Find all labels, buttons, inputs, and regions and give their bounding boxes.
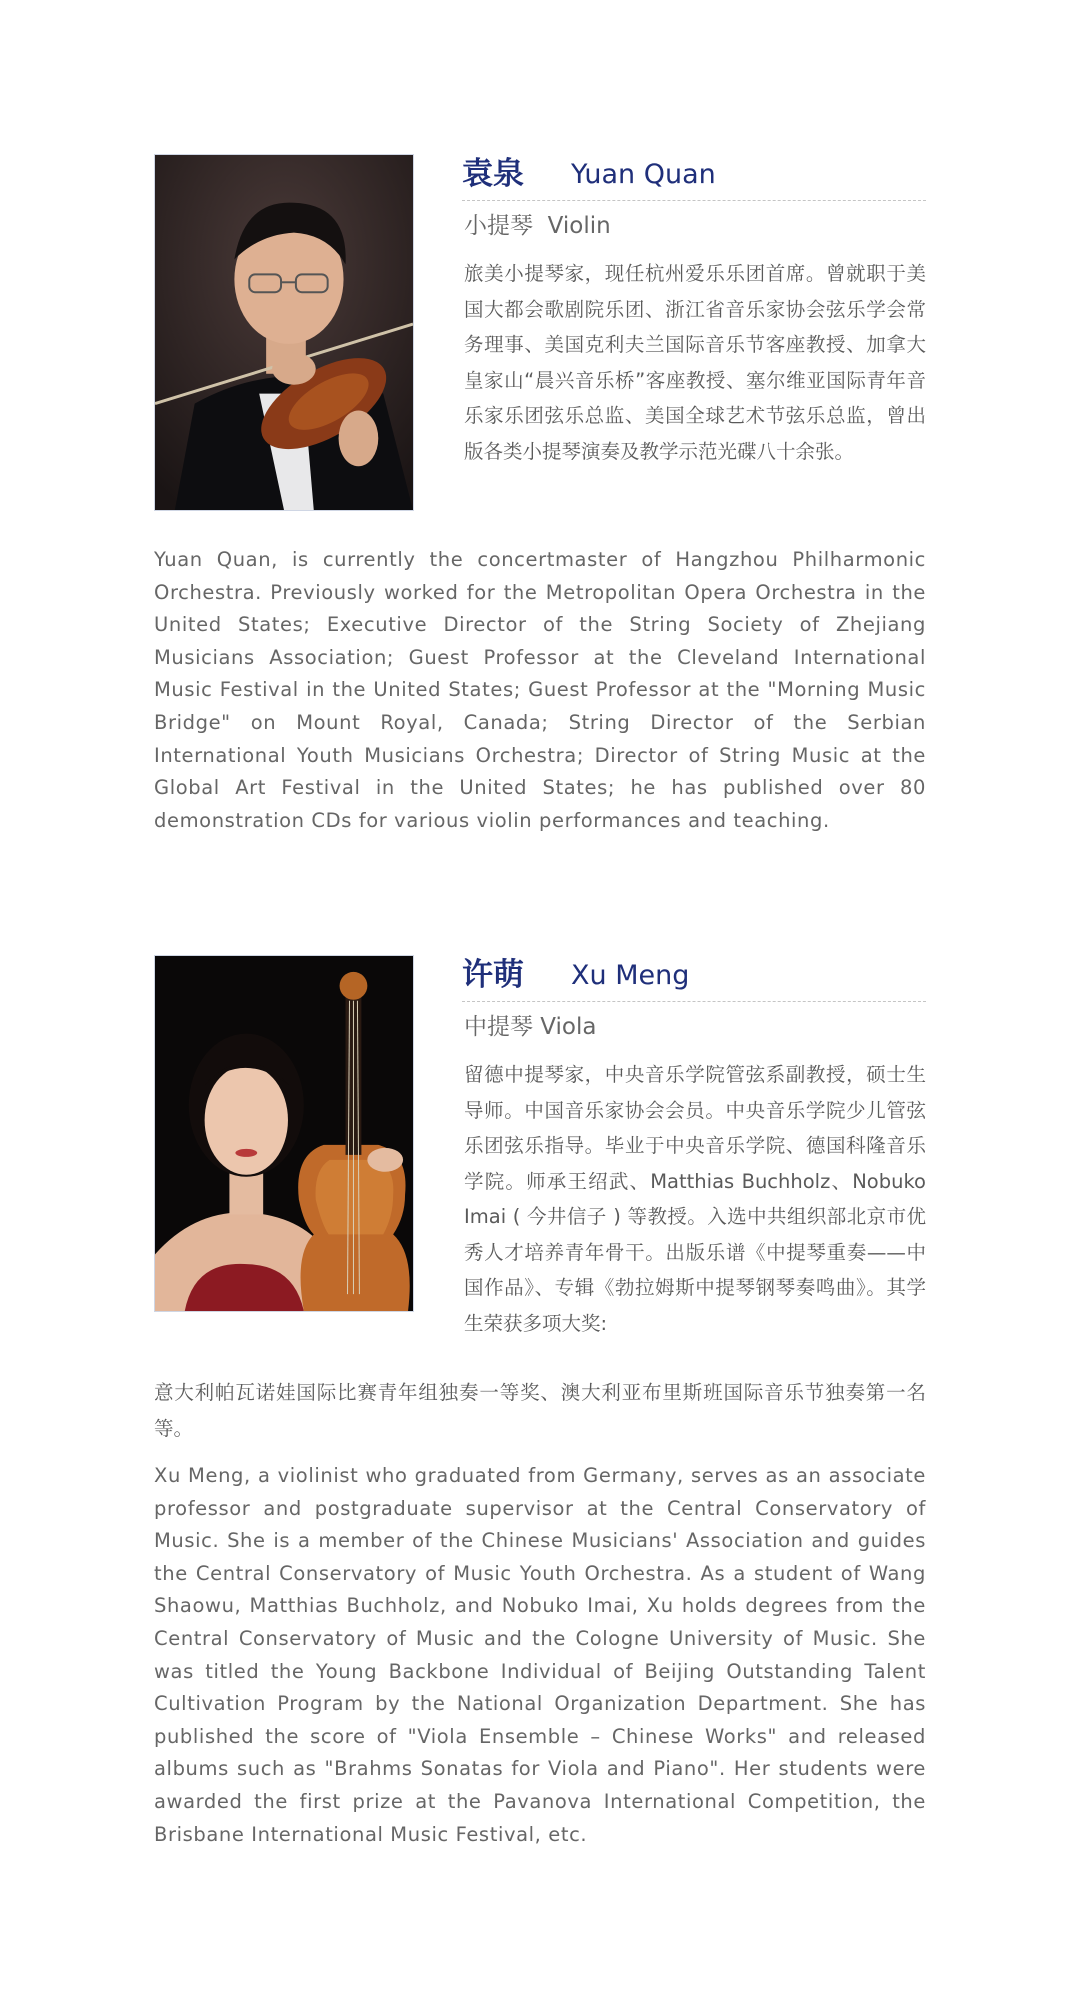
musician-bio-chinese: 留德中提琴家，中央音乐学院管弦系副教授，硕士生导师。中国音乐家协会会员。中央音乐学院少儿管弦乐团弦乐指导。毕业于中央音乐学院、德国科隆音乐学院。师承王绍武、Matthias Buchholz、Nobuko Imai ( 今井信子 ) 等教授。入选中共组织部北京市优秀人才培养青年骨干。出版乐谱《中提琴重奏——中国作品》、专辑《勃拉姆斯中提琴钢琴奏鸣曲》。其学生荣获多项大奖: [464, 1063, 926, 1335]
musician-name-chinese: 袁泉 [462, 156, 524, 192]
musician-name-english: Yuan Quan [571, 159, 716, 190]
musician-name-chinese: 许萌 [462, 957, 524, 993]
musician-header [462, 154, 926, 201]
musician-photo-violist [154, 955, 414, 1312]
musician-name-english: Xu Meng [571, 960, 690, 991]
musician-photo-violinist [154, 154, 414, 511]
musician-header [462, 955, 926, 1002]
musician-instrument: 小提琴 Violin [464, 213, 611, 239]
musician-bio-english: Yuan Quan, is currently the concertmaster of Hangzhou Philharmonic Orchestra. Previously worked for the Metropolitan Opera Orchestra in the United States; Executive Director of the String Society of Zhejiang Musicians Association; Guest Professor at the Cleveland International Music Festival in the United States; Guest Professor at the "Morning Music Bridge" on Mount Royal, Canada; String Director of the Serbian International Youth Musicians Orchestra; Director of String Music at the Global Art Festival in the United States; he has published over 80 demonstration CDs for various violin performances and teaching. [154, 548, 926, 832]
musician-instrument: 中提琴 Viola [464, 1014, 597, 1040]
musician-bio-chinese: 旅美小提琴家，现任杭州爱乐乐团首席。曾就职于美国大都会歌剧院乐团、浙江省音乐家协会弦乐学会常务理事、美国克利夫兰国际音乐节客座教授、加拿大皇家山“晨兴音乐桥”客座教授、塞尔维亚国际青年音乐家乐团弦乐总监、美国全球艺术节弦乐总监，曾出版各类小提琴演奏及教学示范光碟八十余张。 [464, 262, 926, 463]
musician-bio-english: Xu Meng, a violinist who graduated from Germany, serves as an associate professor and postgraduate supervisor at the Central Conservatory of Music. She is a member of the Chinese Musicians' Association and guides the Central Conservatory of Music Youth Orchestra. As a student of Wang Shaowu, Matthias Buchholz, and Nobuko Imai, Xu holds degrees from the Central Conservatory of Music and the Cologne University of Music. She was titled the Young Backbone Individual of Beijing Outstanding Talent Cultivation Program by the National Organization Department. She has published the score of "Viola Ensemble – Chinese Works" and released albums such as "Brahms Sonatas for Viola and Piano". Her students were awarded the first prize at the Pavanova International Competition, the Brisbane International Music Festival, etc. [154, 1464, 926, 1846]
musician-bio-chinese-continued: 意大利帕瓦诺娃国际比赛青年组独奏一等奖、澳大利亚布里斯班国际音乐节独奏第一名等。 [154, 1381, 926, 1440]
